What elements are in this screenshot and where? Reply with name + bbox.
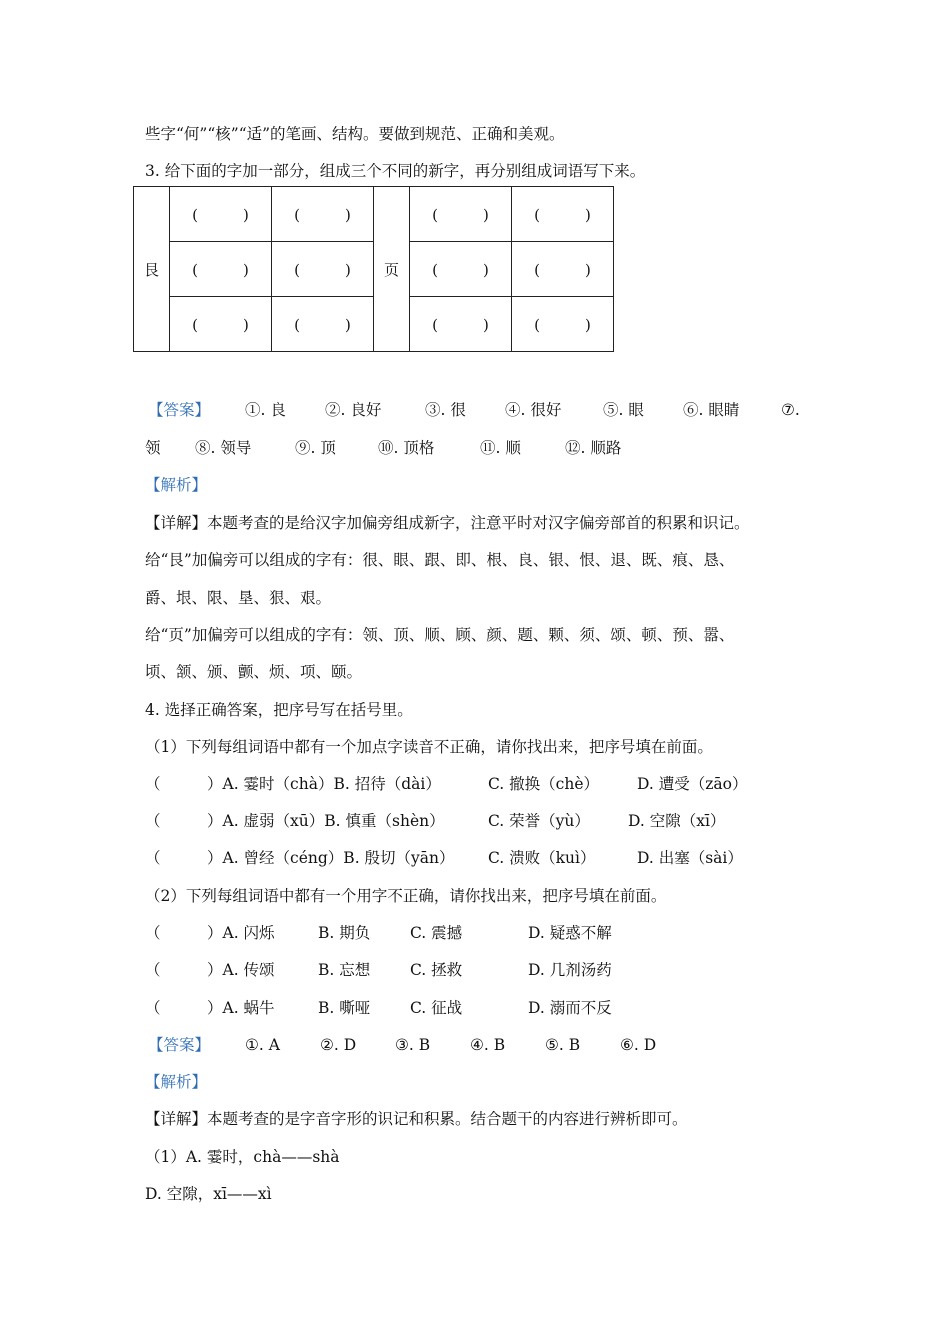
blank-cell[interactable]: ( ) xyxy=(410,187,512,242)
q3-detail-1: 【详解】本题考查的是给汉字加偏旁组成新字，注意平时对汉字偏旁部首的积累和识记。 xyxy=(145,514,750,532)
q3-detail-5: 顷、颔、颁、颤、烦、项、颐。 xyxy=(145,663,363,681)
q4-detail-3: D. 空隙，xī——xì xyxy=(145,1185,272,1203)
q4-answer-3: ③. B xyxy=(395,1036,431,1054)
q4-part1: （1）下列每组词语中都有一个加点字读音不正确，请你找出来，把序号填在前面。 xyxy=(145,738,713,756)
q4-answer-4: ④. B xyxy=(470,1036,506,1054)
q3-analysis-tag: 【解析】 xyxy=(145,476,208,494)
blank-cell[interactable]: ( ) xyxy=(170,242,272,297)
p2-row3-a: （ ）A. 蜗牛 xyxy=(145,999,275,1017)
p2-row3-b: B. 嘶哑 xyxy=(318,999,371,1017)
q3-answer-4: ④. 很好 xyxy=(505,401,562,419)
q4-answer-1: ①. A xyxy=(245,1036,280,1054)
p2-row2-d: D. 几剂汤药 xyxy=(528,961,612,979)
left-char: 艮 xyxy=(134,187,170,352)
blank-cell[interactable]: ( ) xyxy=(410,297,512,352)
p2-row2-c: C. 拯救 xyxy=(410,961,463,979)
q3-answer-7-cont: 领 xyxy=(145,439,161,457)
q3-answer-1: ①. 良 xyxy=(245,401,286,419)
q4-answer-2: ②. D xyxy=(320,1036,357,1054)
q3-detail-2: 给“艮”加偏旁可以组成的字有：很、眼、跟、即、根、良、银、恨、退、既、痕、恳、 xyxy=(145,551,735,569)
q3-table xyxy=(133,186,614,352)
q4-answer-6: ⑥. D xyxy=(620,1036,657,1054)
p2-row3-c: C. 征战 xyxy=(410,999,463,1017)
blank-cell[interactable]: ( ) xyxy=(272,297,374,352)
q3-detail-3: 爵、垠、限、垦、狠、艰。 xyxy=(145,589,332,607)
q4-answer-5: ⑤. B xyxy=(545,1036,581,1054)
q3-answer-12: ⑫. 顺路 xyxy=(565,439,622,457)
q4-title: 4. 选择正确答案，把序号写在括号里。 xyxy=(145,701,413,719)
q3-answer-9: ⑨. 顶 xyxy=(295,439,336,457)
q3-answer-6: ⑥. 眼睛 xyxy=(683,401,740,419)
p1-row2-ab: （ ）A. 虚弱（xū）B. 慎重（shèn） xyxy=(145,812,445,830)
p1-row1-d: D. 遭受（zāo） xyxy=(637,775,748,793)
q3-answer-11: ⑪. 顺 xyxy=(480,439,521,457)
p1-row1-c: C. 撤换（chè） xyxy=(488,775,599,793)
q3-answer-7: ⑦. xyxy=(781,401,800,419)
blank-cell[interactable]: ( ) xyxy=(170,187,272,242)
q3-answer-tag: 【答案】 xyxy=(148,401,211,419)
q4-answer-tag: 【答案】 xyxy=(148,1036,211,1054)
blank-cell[interactable]: ( ) xyxy=(512,242,614,297)
p1-row3-d: D. 出塞（sài） xyxy=(637,849,743,867)
p2-row1-c: C. 震撼 xyxy=(410,924,463,942)
q3-answer-10: ⑩. 顶格 xyxy=(378,439,435,457)
q4-analysis-tag: 【解析】 xyxy=(145,1073,208,1091)
blank-cell[interactable]: ( ) xyxy=(410,242,512,297)
blank-cell[interactable]: ( ) xyxy=(512,297,614,352)
p1-row3-ab: （ ）A. 曾经（céng）B. 殷切（yān） xyxy=(145,849,455,867)
p2-row1-b: B. 期负 xyxy=(318,924,371,942)
q3-answer-2: ②. 良好 xyxy=(325,401,382,419)
p1-row1-ab: （ ）A. 霎时（chà）B. 招待（dài） xyxy=(145,775,441,793)
p1-row2-c: C. 荣誉（yù） xyxy=(488,812,590,830)
p1-row3-c: C. 溃败（kuì） xyxy=(488,849,596,867)
blank-cell[interactable]: ( ) xyxy=(272,187,374,242)
q3-answer-8: ⑧. 领导 xyxy=(195,439,252,457)
p2-row2-b: B. 忘想 xyxy=(318,961,371,979)
p1-row2-d: D. 空隙（xī） xyxy=(628,812,726,830)
p2-row2-a: （ ）A. 传颂 xyxy=(145,961,275,979)
p2-row3-d: D. 溺而不反 xyxy=(528,999,612,1017)
q3-title: 3. 给下面的字加一部分，组成三个不同的新字，再分别组成词语写下来。 xyxy=(145,162,646,180)
right-char: 页 xyxy=(374,187,410,352)
q4-detail-2: （1）A. 霎时，chà——shà xyxy=(145,1148,340,1166)
blank-cell[interactable]: ( ) xyxy=(512,187,614,242)
blank-cell[interactable]: ( ) xyxy=(170,297,272,352)
blank-cell[interactable]: ( ) xyxy=(272,242,374,297)
p2-row1-a: （ ）A. 闪烁 xyxy=(145,924,275,942)
p2-row1-d: D. 疑惑不解 xyxy=(528,924,612,942)
q3-answer-5: ⑤. 眼 xyxy=(603,401,644,419)
q3-answer-3: ③. 很 xyxy=(425,401,466,419)
q4-part2: （2）下列每组词语中都有一个用字不正确，请你找出来，把序号填在前面。 xyxy=(145,887,667,905)
intro-line: 些字“何”“核”“适”的笔画、结构。要做到规范、正确和美观。 xyxy=(145,125,565,143)
q3-detail-4: 给“页”加偏旁可以组成的字有：领、顶、顺、顾、颜、题、颗、须、颂、顿、预、嚣、 xyxy=(145,626,735,644)
q4-detail-1: 【详解】本题考查的是字音字形的识记和积累。结合题干的内容进行辨析即可。 xyxy=(145,1110,688,1128)
